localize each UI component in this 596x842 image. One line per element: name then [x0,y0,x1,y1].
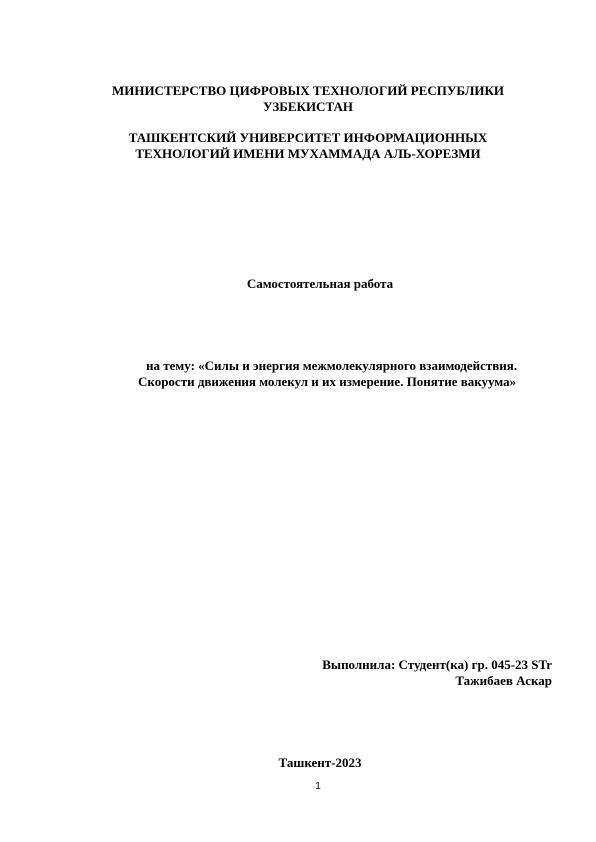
work-type-title: Самостоятельная работа [246,276,394,291]
author-line-1: Выполнила: Студент(ка) гр. 045-23 STr [322,657,552,672]
university-line-2: ТЕХНОЛОГИЙ ИМЕНИ МУХАММАДА АЛЬ-ХОРЕЗМИ [135,146,481,161]
university-line-1: ТАШКЕНТСКИЙ УНИВЕРСИТЕТ ИНФОРМАЦИОННЫХ [128,130,488,145]
ministry-line-2: УЗБЕКИСТАН [263,99,353,114]
topic-line-2: Скорости движения молекул и их измерение. Понятие вакуума» [138,374,517,389]
page-number: 1 [315,781,321,792]
topic-line-1: на тему: «Силы и энергия межмолекулярного взаимодействия. [146,358,518,373]
author-name: Тажибаев Аскар [455,673,552,688]
city-year: Ташкент-2023 [278,755,362,770]
ministry-line-1: МИНИСТЕРСТВО ЦИФРОВЫХ ТЕХНОЛОГИЙ РЕСПУБЛИКИ [111,83,505,98]
